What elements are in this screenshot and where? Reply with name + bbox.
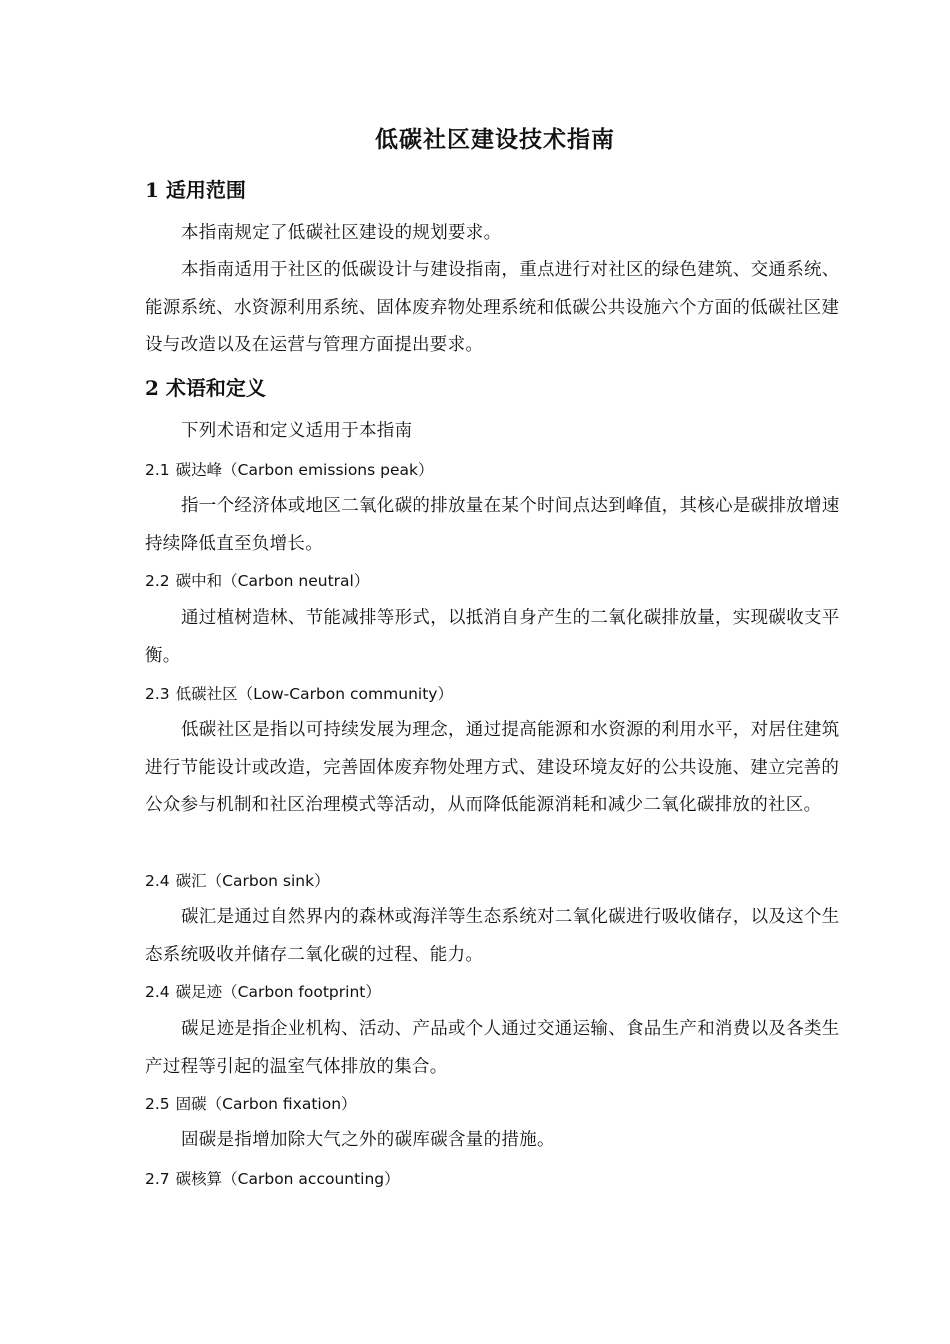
term-carbon-accounting (145, 1164, 845, 1194)
term-carbon-neutral (145, 566, 845, 596)
document-title: 低碳社区建设技术指南 (375, 126, 615, 153)
term-carbon-peak-definition: 指一个经济体或地区二氧化碳的排放量在某个时间点达到峰值，其核心是碳排放增速持续降低直至负增长。 (145, 496, 840, 554)
term-number: 2.2 (145, 572, 170, 590)
term-number: 2.5 (145, 1095, 170, 1113)
section-2-heading: 2 术语和定义 (145, 376, 266, 400)
section-2-intro: 下列术语和定义适用于本指南 (181, 421, 413, 441)
term-carbon-fixation-definition: 固碳是指增加除大气之外的碳库碳含量的措施。 (181, 1130, 555, 1150)
term-carbon-neutral-definition: 通过植树造林、节能减排等形式，以抵消自身产生的二氧化碳排放量，实现碳收支平衡。 (145, 608, 840, 666)
term-carbon-sink-definition: 碳汇是通过自然界内的森林或海洋等生态系统对二氧化碳进行吸收储存，以及这个生态系统吸收并储存二氧化碳的过程、能力。 (145, 907, 840, 965)
term-low-carbon-community (145, 679, 845, 709)
term-low-carbon-community-definition: 低碳社区是指以可持续发展为理念，通过提高能源和水资源的利用水平，对居住建筑进行节能设计或改造，完善固体废弃物处理方式、建设环境友好的公共设施、建立完善的公众参与机制和社区治理模式等活动，从而降低能源消耗和减少二氧化碳排放的社区。 (145, 720, 840, 815)
term-carbon-fixation (145, 1089, 845, 1119)
section-1-heading: 1 适用范围 (145, 178, 246, 202)
term-label: 碳足迹（Carbon footprint） (175, 983, 381, 1001)
term-carbon-peak (145, 455, 845, 485)
term-carbon-footprint-definition: 碳足迹是指企业机构、活动、产品或个人通过交通运输、食品生产和消费以及各类生产过程等引起的温室气体排放的集合。 (145, 1019, 840, 1077)
term-number: 2.3 (145, 685, 170, 703)
section-1-paragraph-1: 本指南规定了低碳社区建设的规划要求。 (181, 223, 502, 243)
term-label: 固碳（Carbon fixation） (175, 1095, 357, 1113)
term-carbon-sink (145, 866, 845, 896)
term-label: 低碳社区（Low-Carbon community） (175, 685, 453, 703)
term-label: 碳中和（Carbon neutral） (175, 572, 370, 590)
term-number: 2.7 (145, 1170, 170, 1188)
term-number: 2.1 (145, 461, 170, 479)
term-number: 2.4 (145, 872, 170, 890)
term-label: 碳核算（Carbon accounting） (175, 1170, 400, 1188)
section-1-paragraph-2: 本指南适用于社区的低碳设计与建设指南，重点进行对社区的绿色建筑、交通系统、能源系统、水资源利用系统、固体废弃物处理系统和低碳公共设施六个方面的低碳社区建设与改造以及在运营与管理方面提出要求。 (145, 260, 840, 355)
term-label: 碳达峰（Carbon emissions peak） (175, 461, 434, 479)
term-carbon-footprint (145, 977, 845, 1007)
term-number: 2.4 (145, 983, 170, 1001)
term-label: 碳汇（Carbon sink） (175, 872, 330, 890)
